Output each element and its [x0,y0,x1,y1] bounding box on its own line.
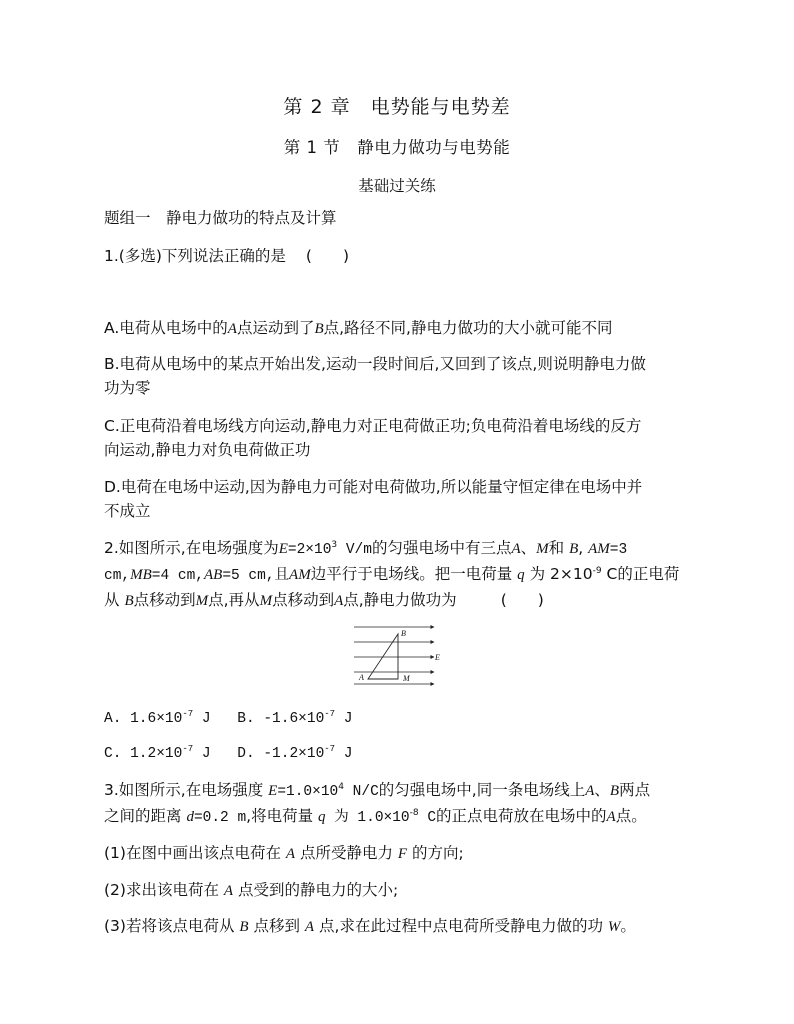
q2-value: =4 cm, [151,568,204,584]
q1-option-a-text: 点,路径不同,静电力做功的大小就可能不同 [323,319,613,337]
var-A: A [511,541,521,557]
q3-text: 的方向; [407,844,464,862]
q1-option-a-text: 点运动到了 [236,319,315,337]
q3-line1 [104,780,650,802]
q2-value: =5 cm,且 [222,568,290,584]
q2-value: =3 [609,542,628,558]
q2-field-diagram [352,622,442,688]
exponent: -8 [409,808,419,818]
q2-text: 从 [104,591,125,609]
q2-text: 点移动到 [133,591,196,609]
q2-text: 点,再从 [208,591,260,609]
exponent: -7 [182,744,194,754]
option-text: C. 1.2×10 [104,746,183,762]
section-title: 第 1 节 静电力做功与电势能 [283,138,511,157]
q2-line2 [104,564,679,586]
q3-value: 为 1.0×10 [325,810,410,826]
var-B: B [609,783,620,799]
q3-text: 点受到的静电力的大小; [233,881,399,899]
q1-option-c-line1: C.正电荷沿着电场线方向运动,静电力对正电荷做正功;负电荷沿着电场线的反方 [104,417,642,435]
q3-line2 [104,806,647,828]
exponent: 4 [338,782,344,792]
var-M: M [536,541,549,557]
q3-sub-1 [104,843,464,864]
var-B: B [124,593,134,609]
var-M: M [195,593,209,609]
option-unit: J [193,711,211,727]
exponent: -9 [592,566,602,576]
q3-value: =0.2 m [193,810,247,826]
chapter-title: 第 2 章 电势能与电势差 [283,96,511,118]
label-M: M [403,674,410,683]
exponent: 3 [331,540,338,550]
exponent: -7 [182,709,194,719]
q3-text: 、 [594,781,610,799]
q2-text: 、 [520,539,537,557]
label-B: B [401,629,406,638]
var-E: E [268,783,278,799]
q3-text: 点移到 [248,917,305,935]
q3-value: =1.0×10 [277,784,339,800]
q3-text: 的正点电荷放在电场中的 [436,807,607,825]
var-A: A [334,593,344,609]
q3-sub-3 [104,916,636,937]
q3-unit: N/C [343,784,379,800]
group-title: 题组一 静电力做功的特点及计算 [104,209,337,227]
var-A: A [223,883,234,899]
q2-unit: V/m [337,542,372,558]
q2-option-d [237,746,352,762]
option-unit: J [193,746,211,762]
q2-option-b [237,711,352,727]
q1-option-d-line1: D.电荷在电场中运动,因为静电力可能对电荷做功,所以能量守恒定律在电场中并 [104,478,643,496]
var-B: B [569,541,579,557]
q3-sub-2 [104,880,398,901]
q2-unit: C [601,565,618,583]
exercise-label: 基础过关练 [358,177,436,195]
q1-option-b-line2: 功为零 [104,379,151,397]
exponent: -7 [324,744,336,754]
q3-text: (2)求出该电荷在 [104,881,224,899]
var-MB: MB [130,567,152,583]
var-M: M [259,593,273,609]
q3-text: 之间的距离 [104,807,187,825]
q2-text: 的正电荷 [617,565,680,583]
q3-text: ,将电荷量 [246,807,319,825]
label-E: E [435,653,440,662]
answer-paren: ( ) [500,591,544,609]
q2-value: =2×10 [287,542,332,558]
q3-text: 的匀强电场中,同一条电场线上 [378,781,586,799]
q3-text: (1)在图中画出该点电荷在 [104,844,286,862]
var-E: E [278,541,288,557]
q2-option-a [104,711,211,727]
q3-text: 点所受静电力 [295,844,398,862]
option-text: D. -1.2×10 [237,746,325,762]
q2-line1 [104,538,627,560]
q1-option-d-line2: 不成立 [104,502,151,520]
exponent: -7 [324,709,336,719]
var-B: B [314,321,324,337]
var-W: W [607,919,621,935]
var-B: B [239,919,249,935]
q2-text: 和 [548,539,570,557]
q2-text: 点,静电力做功为 [343,591,457,609]
q2-text: 2.如图所示,在电场强度为 [104,539,279,557]
var-AM: AM [588,541,610,557]
q2-text: 的匀强电场中有三点 [371,539,512,557]
q2-text: 点移动到 [272,591,335,609]
option-unit: J [335,711,353,727]
q2-text: 边平行于电场线。把一电荷量 [310,565,518,583]
var-AM: AM [289,567,311,583]
option-text: A. 1.6×10 [104,711,183,727]
q3-text: 。 [620,917,636,935]
q3-text: 3.如图所示,在电场强度 [104,781,269,799]
q2-options-row1 [104,709,352,729]
q1-option-a-text: A.电荷从电场中的 [104,319,228,337]
var-d: d [186,809,194,825]
label-A: A [359,673,364,682]
var-A: A [285,846,296,862]
q2-value: 为 2×10 [524,565,593,583]
q1-option-a [104,318,612,339]
var-A: A [227,321,237,337]
answer-paren: ( ) [305,247,349,265]
var-q: q [517,567,525,583]
var-A: A [585,783,595,799]
var-q: q [318,809,326,825]
option-unit: J [335,746,353,762]
var-F: F [397,846,408,862]
q3-text: 点,求在此过程中点电荷所受静电力做的功 [314,917,608,935]
q2-option-c [104,746,211,762]
question-1-stem [104,246,349,266]
q2-text: , [578,539,589,557]
q1-stem-text: 1.(多选)下列说法正确的是 [104,247,286,265]
q2-line3 [104,590,544,611]
var-A: A [304,919,315,935]
var-AB: AB [204,567,223,583]
option-text: B. -1.6×10 [237,711,325,727]
q2-options-row2 [104,744,352,764]
q1-option-b-line1: B.电荷从电场中的某点开始出发,运动一段时间后,又回到了该点,则说明静电力做 [104,355,646,373]
q2-value: cm, [104,568,131,584]
q3-text: 两点 [619,781,651,799]
q3-text: (3)若将该点电荷从 [104,917,240,935]
q3-unit: C [418,810,437,826]
var-A: A [606,809,616,825]
q3-text: 点。 [615,807,647,825]
q1-option-c-line2: 向运动,静电力对负电荷做正功 [104,441,311,459]
